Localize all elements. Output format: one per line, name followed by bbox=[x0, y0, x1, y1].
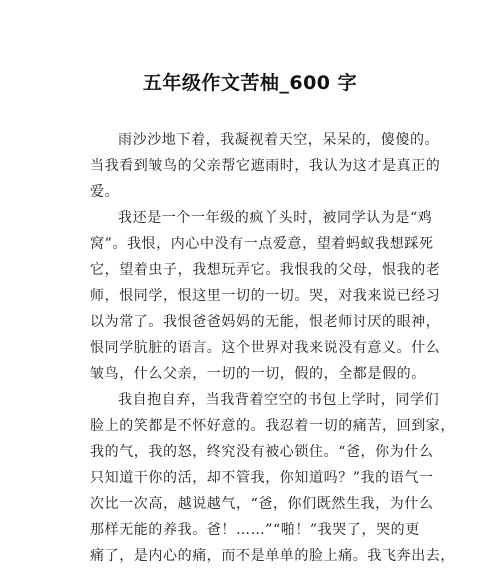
paragraph-line: 窝”。我恨，内心中没有一点爱意，望着蚂蚁我想踩死 bbox=[90, 236, 434, 252]
paragraph-line: 爱。 bbox=[90, 184, 120, 200]
paragraph-line: 恨同学肮脏的语言。这个世界对我来说没有意义。什么 bbox=[90, 340, 441, 356]
paragraph-line: 那样无能的养我。爸！……”“啪！”我哭了，哭的更 bbox=[90, 522, 420, 538]
document-title: 五年级作文苦柚_600 字 bbox=[142, 72, 358, 94]
paragraph-line: 皱鸟，什么父亲，一切的一切，假的，全都是假的。 bbox=[90, 366, 426, 382]
paragraph-line: 以为常了。我恨爸爸妈妈的无能，恨老师讨厌的眼神， bbox=[90, 314, 441, 330]
paragraph-line: 当我看到皱鸟的父亲帮它遮雨时，我认为这才是真正的 bbox=[90, 158, 441, 174]
paragraph-line: 师，恨同学，恨这里一切的一切。哭，对我来说已经习 bbox=[90, 288, 441, 304]
paragraph-line: 只知道干你的活，却不管我，你知道吗？”我的语气一 bbox=[90, 470, 434, 486]
paragraph-line: 我的气，我的怒，终究没有被心锁住。“爸，你为什么 bbox=[90, 444, 434, 460]
paragraph-line: 痛了，是内心的痛，而不是单单的脸上痛。我飞奔出去， bbox=[90, 548, 455, 564]
document-body bbox=[90, 127, 455, 569]
paragraph-line: 次比一次高，越说越气，“爸，你们既然生我，为什么 bbox=[90, 496, 434, 512]
paragraph-line: 我自抱自弃，当我背着空空的书包上学时，同学们 bbox=[118, 392, 440, 408]
paragraph-line: 雨沙沙地下着，我凝视着天空，呆呆的，傻傻的。 bbox=[118, 132, 440, 148]
paragraph-line: 它，望着虫子，我想玩弄它。我恨我的父母，恨我的老 bbox=[90, 262, 441, 278]
paragraph-line: 我还是一个一年级的疯丫头时，被同学认为是“鸡 bbox=[118, 210, 433, 226]
paragraph-line: 脸上的笑都是不怀好意的。我忍着一切的痛苦，回到家， bbox=[90, 418, 455, 434]
